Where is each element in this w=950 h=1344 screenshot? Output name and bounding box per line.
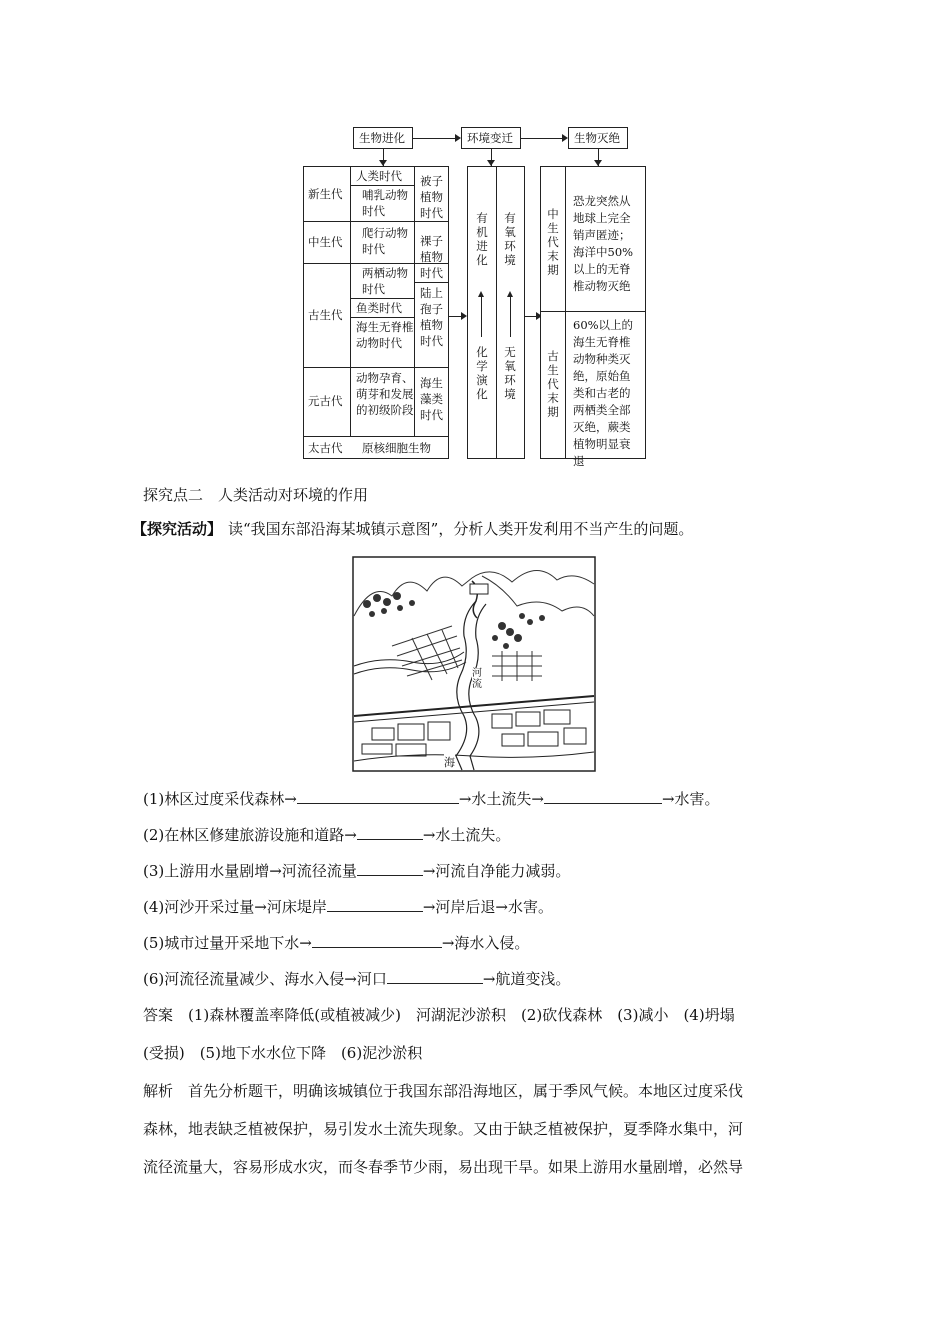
q5-pre: (5)城市过量开采地下水→ [143, 934, 312, 952]
animal-proterozoic: 动物孕育、萌芽和发展的初级阶段 [356, 371, 414, 417]
animal-fish: 鱼类时代 [356, 301, 402, 315]
plant-angiosperm: 被子植物时代 [420, 174, 443, 220]
question-3 [143, 860, 570, 881]
q6-pre: (6)河流径流量减少、海水入侵→河口 [143, 970, 387, 988]
divider [350, 298, 414, 299]
box-label: 生物灭绝 [574, 131, 620, 145]
q5-blank[interactable] [312, 933, 442, 948]
period-late-paleozoic: 古生代末期 [547, 349, 559, 419]
sea-label: 海 [444, 756, 455, 769]
extinction-box [540, 166, 646, 468]
arrow-up-icon [478, 291, 484, 297]
environment-box [467, 166, 525, 459]
question-1 [143, 788, 720, 809]
era-paleozoic: 古生代 [308, 308, 343, 322]
q3-blank[interactable] [357, 861, 423, 876]
era-cenozoic: 新生代 [308, 187, 343, 201]
arrow-line [413, 138, 457, 139]
plant-algae: 海生藻类时代 [420, 376, 443, 422]
arrow-up-line [481, 297, 482, 337]
q2-blank[interactable] [357, 825, 423, 840]
divider [304, 221, 448, 222]
animal-human: 人类时代 [356, 169, 402, 183]
plant-spore: 陆上孢子植物时代 [420, 286, 443, 348]
analysis-line-2: 森林，地表缺乏植被保护，易引发水土流失现象。又由于缺乏植被保护，夏季降水集中，河 [143, 1120, 744, 1138]
q1-blank-1[interactable] [297, 789, 459, 804]
animal-mammal: 哺乳动物时代 [362, 188, 408, 218]
era-proterozoic: 元古代 [308, 394, 343, 408]
divider [565, 167, 566, 458]
q1-post: →水害。 [661, 790, 720, 808]
evolution-table [303, 166, 449, 459]
arrow-up-icon [507, 291, 513, 297]
question-6 [143, 968, 570, 989]
plant-gymnosperm: 裸子植物时代 [420, 234, 443, 280]
analysis-line-3: 流径流量大，容易形成水灾，而冬春季节少雨，易出现干旱。如果上游用水量剧增，必然导 [143, 1158, 744, 1176]
answer-line-2: (受损) (5)地下水水位下降 (6)泥沙淤积 [143, 1044, 423, 1062]
activity-text: 读“我国东部沿海某城镇示意图”，分析人类开发利用不当产生的问题。 [228, 520, 694, 538]
divider [541, 311, 645, 312]
box-environment-change [461, 127, 521, 149]
divider [496, 167, 497, 458]
extinct-mesozoic-desc: 恐龙突然从地球上完全销声匿迹；海洋中50%以上的无脊椎动物灭绝 [573, 194, 634, 293]
q6-post: →航道变浅。 [482, 970, 571, 988]
divider [414, 282, 448, 283]
q1-blank-2[interactable] [544, 789, 662, 804]
q3-post: →河流自净能力减弱。 [422, 862, 571, 880]
town-map-illustration [352, 556, 596, 772]
question-2 [143, 824, 510, 845]
section-title: 探究点二 人类活动对环境的作用 [143, 486, 369, 504]
divider [304, 436, 448, 437]
q3-pre: (3)上游用水量剧增→河流径流量 [143, 862, 357, 880]
env-oxygen: 有氧环境 [504, 211, 516, 267]
activity-line [132, 518, 693, 539]
animal-reptile: 爬行动物时代 [362, 226, 408, 256]
env-chemical-evolution: 化学演化 [476, 345, 488, 401]
animal-marine-invertebrate: 海生无脊椎动物时代 [356, 320, 414, 350]
animal-amphibian: 两栖动物时代 [362, 266, 408, 296]
activity-label: 【探究活动】 [132, 520, 223, 538]
arrow-head-icon [562, 134, 568, 142]
question-5 [143, 932, 529, 953]
q4-post: →河岸后退→水害。 [422, 898, 553, 916]
divider [304, 367, 448, 368]
extinct-paleozoic-desc: 60%以上的海生无脊椎动物种类灭绝，原始鱼类和古老的两栖类全部灭绝，蕨类植物明显衰退 [573, 318, 634, 468]
analysis-line-1: 解析 首先分析题干，明确该城镇位于我国东部沿海地区，属于季风气候。本地区过度采伐 [143, 1082, 744, 1100]
env-organic-evolution: 有机进化 [476, 211, 488, 267]
q5-post: →海水入侵。 [441, 934, 530, 952]
town-map [352, 556, 596, 772]
box-biological-extinction [568, 127, 628, 149]
q2-post: →水土流失。 [422, 826, 511, 844]
era-archean: 太古代 [308, 441, 343, 455]
era-mesozoic: 中生代 [308, 235, 343, 249]
period-late-mesozoic: 中生代末期 [547, 207, 559, 277]
evolution-diagram [300, 120, 650, 468]
q4-pre: (4)河沙开采过量→河床堤岸 [143, 898, 327, 916]
q2-pre: (2)在林区修建旅游设施和道路→ [143, 826, 357, 844]
arrow-head-icon [455, 134, 461, 142]
divider [350, 317, 414, 318]
divider [350, 185, 414, 186]
river-label: 河流 [472, 668, 482, 690]
q6-blank[interactable] [387, 969, 483, 984]
box-label: 生物进化 [359, 131, 405, 145]
arrow-up-line [510, 297, 511, 337]
q4-blank[interactable] [327, 897, 423, 912]
q1-pre: (1)林区过度采伐森林→ [143, 790, 297, 808]
box-biological-evolution [353, 127, 413, 149]
box-label: 环境变迁 [467, 131, 513, 145]
q1-mid: →水土流失→ [458, 790, 544, 808]
arrow-line [521, 138, 564, 139]
question-4 [143, 896, 553, 917]
answer-line-1: 答案 (1)森林覆盖率降低(或植被减少) 河湖泥沙淤积 (2)砍伐森林 (3)减小 (4)坍塌 [143, 1006, 735, 1024]
animal-prokaryote: 原核细胞生物 [362, 441, 431, 455]
divider [350, 167, 351, 436]
env-anoxic: 无氧环境 [504, 345, 516, 401]
